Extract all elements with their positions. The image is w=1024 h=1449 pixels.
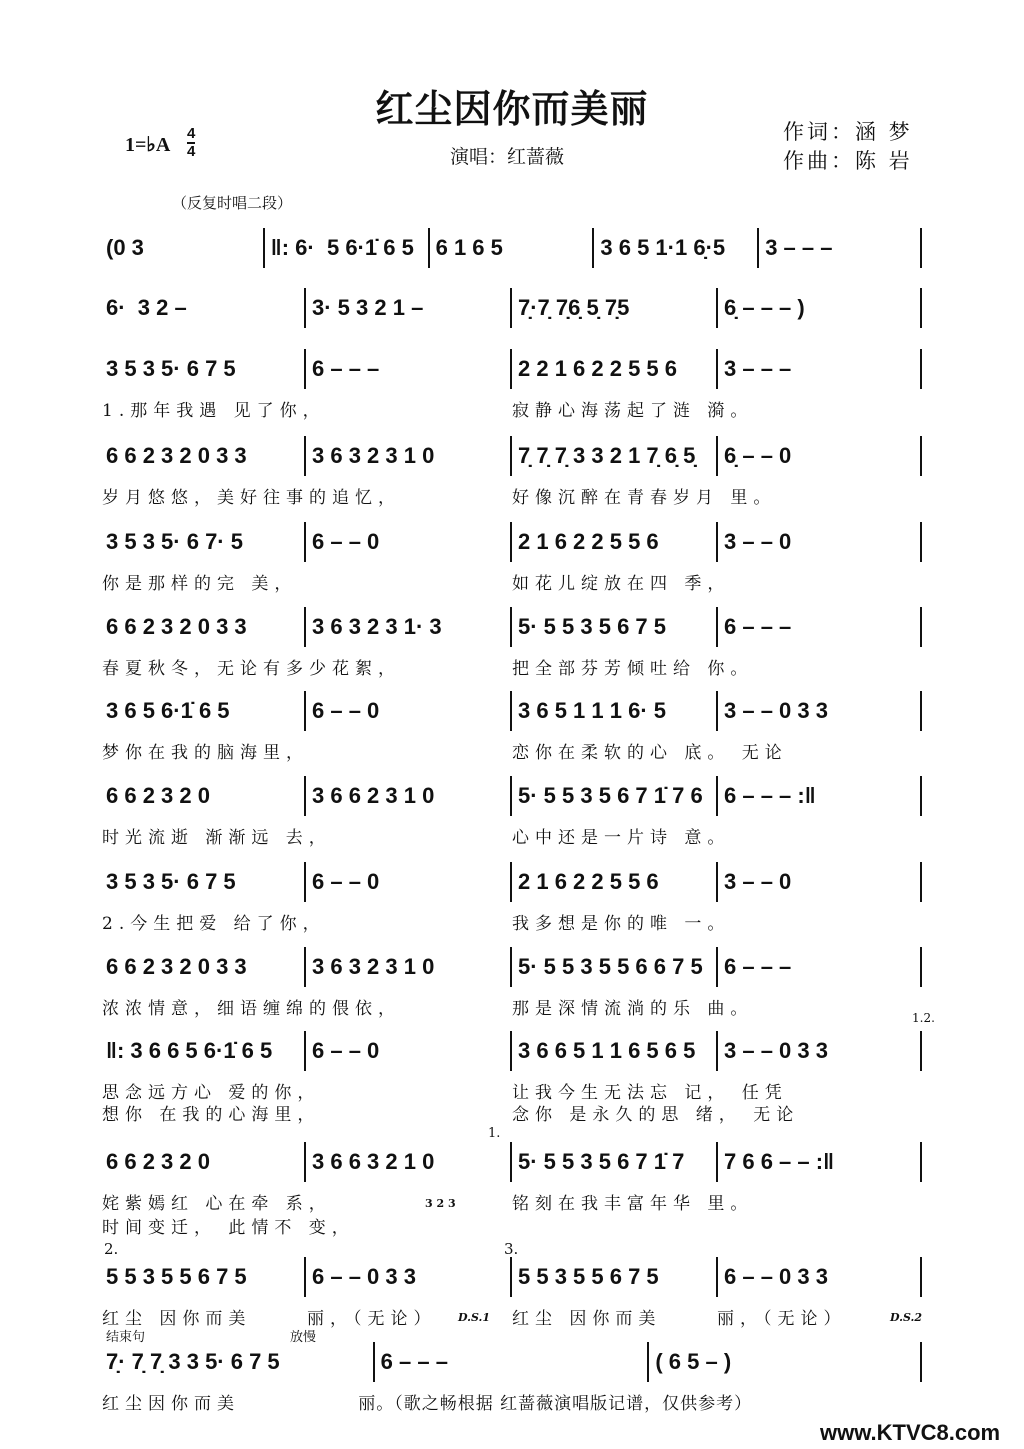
measure: 5· 5 5 3 5 5 6 6 7 5 — [510, 947, 716, 987]
measure: 6 – – 0 — [304, 691, 510, 731]
measure: 3 – – 0 — [716, 522, 922, 562]
grace-notes: 3 2 3 — [425, 1197, 456, 1210]
measure: 6̣ – – – ) — [716, 288, 922, 328]
staff-row — [100, 1142, 922, 1182]
lyric-segment: 念你 是永久的思 绪， 无论 — [512, 1105, 800, 1125]
measure: 7̣·7̣ 7̣6̣ 5̣ 7̣5 — [510, 288, 716, 328]
barline — [920, 776, 922, 816]
measure: 5 5 3 5 5 6 7 5 — [106, 1264, 247, 1289]
measure: 2 1 6 2 2 5 5 6 — [510, 862, 716, 902]
watermark — [820, 1420, 1000, 1446]
lyric-segment: 把全部芬芳倾吐给 你。 — [512, 659, 754, 679]
barline — [920, 349, 922, 389]
ending-1-mark: 1. — [488, 1126, 501, 1141]
measure: ( 6 5 – ) — [647, 1342, 922, 1382]
key-signature: 1=♭A — [125, 134, 171, 156]
measure: ‖: 6· 5 6·1̇ 6 5 — [263, 228, 428, 268]
measure: 3 5 3 5· 6 7· 5 — [106, 529, 243, 554]
lyric-segment: 1.那年我遇 见了你， — [102, 401, 326, 421]
lyric-segment: 好像沉醉在青春岁月 里。 — [512, 488, 777, 508]
lyric-segment: 丽，（无论） — [307, 1309, 437, 1329]
lyric-segment: 红尘因你而美 — [102, 1394, 240, 1414]
measure: (0 3 — [106, 235, 144, 260]
lyric-segment: 心中还是一片诗 意。 — [512, 828, 731, 848]
measure: 6 – – – — [373, 1342, 648, 1382]
lyric-segment: 如花儿绽放在四 季， — [512, 574, 731, 594]
measure: 6 – – 0 3 3 — [304, 1257, 510, 1297]
measure: 3 – – 0 3 3 — [716, 691, 922, 731]
lyric-line — [102, 914, 922, 934]
lyric-segment: 想你 在我的心海里， — [102, 1105, 321, 1125]
barline — [920, 436, 922, 476]
lyric-segment: 春夏秋冬，无论有多少花絮， — [102, 659, 401, 679]
lyric-line — [102, 743, 922, 763]
measure: 6 6 2 3 2 0 — [106, 1149, 210, 1174]
measure: 6 – – – — [304, 349, 510, 389]
ending-2-mark: 2. — [104, 1240, 119, 1258]
measure: 6 6 2 3 2 0 3 3 — [106, 954, 247, 979]
measure: 3 – – 0 3 3 — [716, 1031, 922, 1071]
lyric-segment: 寂静心海荡起了涟 漪。 — [512, 401, 754, 421]
lyric-segment — [512, 1218, 922, 1238]
lyric-segment: 丽，（无论） — [717, 1309, 847, 1329]
lyric-segment: 2.今生把爱 给了你， — [102, 914, 326, 934]
lyric-line — [102, 1309, 922, 1329]
lyric-line — [102, 999, 922, 1019]
measure: 6 6 2 3 2 0 3 3 — [106, 443, 247, 468]
measure: 2 1 6 2 2 5 5 6 — [510, 522, 716, 562]
measure: 6 – – 0 — [304, 522, 510, 562]
measure: 5· 5 5 3 5 6 7 1̇ 7 6 — [510, 776, 716, 816]
lyric-segment: 姹紫嫣红 心在牵 系， — [102, 1194, 332, 1214]
ds2-mark: D.S.2 — [890, 1311, 923, 1324]
measure: 3 6 5 1·1 6̣·5 — [592, 228, 757, 268]
measure: 3 5 3 5· 6 7 5 — [106, 869, 236, 894]
lyric-line — [102, 1218, 922, 1238]
staff-row — [100, 1342, 922, 1382]
lyric-segment: 浓浓情意，细语缠绵的偎依， — [102, 999, 401, 1019]
barline — [920, 522, 922, 562]
ending-1-2-mark: 1.2. — [912, 1011, 935, 1025]
watermark-text: www.KTVC8.com — [820, 1420, 1001, 1445]
lyric-line — [102, 1083, 922, 1103]
measure: 6 6 2 3 2 0 3 3 — [106, 614, 247, 639]
measure: ‖: 3 6 6 5 6·1̇ 6 5 — [106, 1038, 273, 1063]
measure: 5 5 3 5 5 6 7 5 — [510, 1257, 716, 1297]
lyric-segment: 红尘 因你而美 — [512, 1309, 662, 1329]
lyricist: 作词：涵 梦 — [783, 120, 913, 144]
lyric-line — [102, 574, 922, 594]
measure: 3· 5 3 2 1 – — [304, 288, 510, 328]
repeat-note: （反复时唱二段） — [172, 194, 293, 212]
barline — [920, 947, 922, 987]
time-top: 4 — [187, 125, 196, 142]
lyric-line — [102, 1394, 922, 1414]
staff-row — [100, 1031, 922, 1071]
barline — [920, 862, 922, 902]
measure: 3 6 3 2 3 1 0 — [304, 947, 510, 987]
lyric-segment: 恋你在柔软的心 底。 无论 — [512, 743, 788, 763]
staff-row — [100, 436, 922, 476]
lyric-line — [102, 659, 922, 679]
measure: 3 6 3 2 3 1· 3 — [304, 607, 510, 647]
lyric-segment: 时间变迁， 此情不 变， — [102, 1218, 355, 1238]
measure: 7 6 6 – – :‖ — [716, 1142, 922, 1182]
measure: 3 6 5 6·1̇ 6 5 — [106, 698, 230, 723]
time-signature — [187, 126, 195, 160]
measure: 6 – – 0 3 3 — [716, 1257, 922, 1297]
lyric-segment: 梦你在我的脑海里， — [102, 743, 309, 763]
staff-row — [100, 522, 922, 562]
lyric-line — [102, 1194, 922, 1214]
measure: 6 – – – — [716, 947, 922, 987]
barline — [920, 288, 922, 328]
staff-row — [100, 776, 922, 816]
measure: 6 1 6 5 — [428, 228, 593, 268]
measure: 3 5 3 5· 6 7 5 — [106, 356, 236, 381]
staff-row — [100, 349, 922, 389]
measure: 3 – – – — [716, 349, 922, 389]
lyric-line — [102, 488, 922, 508]
singer: 演唱：红蔷薇 — [450, 146, 565, 168]
measure: 7̣· 7̣ 7̣ 3 3 5· 6 7 5 — [106, 1349, 280, 1374]
ds1-mark: D.S.1 — [458, 1311, 491, 1324]
measure: 3 6 3 2 3 1 0 — [304, 436, 510, 476]
credits — [783, 118, 913, 176]
measure: 3 6 6 5 1 1 6 5 6 5 — [510, 1031, 716, 1071]
measure: 5· 5 5 3 5 6 7 1̇ 7 — [510, 1142, 716, 1182]
measure: 7̣ 7̣ 7̣ 3 3 2 1 7̣ 6̣ 5̣ — [510, 436, 716, 476]
coda-label: 结束句 — [106, 1330, 146, 1345]
staff-row — [100, 607, 922, 647]
barline — [920, 1031, 922, 1071]
measure: 6 – – – :‖ — [716, 776, 922, 816]
barline — [920, 1257, 922, 1297]
staff-row — [100, 228, 922, 268]
lyric-segment: 思念远方心 爱的你， — [102, 1083, 321, 1103]
staff-row — [100, 288, 922, 328]
lyric-segment: 岁月悠悠，美好往事的追忆， — [102, 488, 401, 508]
measure: 3 6 6 2 3 1 0 — [304, 776, 510, 816]
lyric-line — [102, 828, 922, 848]
barline — [920, 1342, 922, 1382]
lyric-segment: 那是深情流淌的乐 曲。 — [512, 999, 754, 1019]
lyric-segment: 红尘 因你而美 — [102, 1309, 252, 1329]
lyric-segment: 让我今生无法忘 记， 任凭 — [512, 1083, 788, 1103]
measure: 6 – – 0 — [304, 862, 510, 902]
lyric-line — [102, 401, 922, 421]
measure: 5· 5 5 3 5 6 7 5 — [510, 607, 716, 647]
slow-down-mark: 放慢 — [290, 1330, 317, 1345]
measure: 6 – – – — [716, 607, 922, 647]
measure: 6̣ – – 0 — [716, 436, 922, 476]
ending-3-mark: 3. — [504, 1240, 519, 1258]
barline — [920, 607, 922, 647]
measure: 2 2 1 6 2 2 5 5 6 — [510, 349, 716, 389]
lyric-line — [102, 1105, 922, 1125]
staff-row — [100, 1257, 922, 1297]
lyric-segment: 丽。（歌之畅根据 红蔷薇演唱版记谱，仅供参考） — [358, 1394, 753, 1414]
composer: 作曲：陈 岩 — [783, 149, 913, 173]
measure: 3 – – – — [757, 228, 922, 268]
staff-row — [100, 947, 922, 987]
measure: 6· 3 2 – — [106, 295, 187, 320]
measure: 6 – – 0 — [304, 1031, 510, 1071]
measure: 6 6 2 3 2 0 — [106, 783, 210, 808]
barline — [920, 691, 922, 731]
lyric-segment: 时光流逝 渐渐远 去， — [102, 828, 332, 848]
lyric-segment: 你是那样的完 美， — [102, 574, 298, 594]
barline — [920, 228, 922, 268]
staff-row — [100, 862, 922, 902]
staff-row — [100, 691, 922, 731]
measure: 3 6 6 3 2 1 0 — [304, 1142, 510, 1182]
measure: 3 – – 0 — [716, 862, 922, 902]
barline — [920, 1142, 922, 1182]
time-bottom: 4 — [187, 143, 196, 160]
lyric-segment: 铭刻在我丰富年华 里。 — [512, 1194, 754, 1214]
lyric-segment: 我多想是你的唯 一。 — [512, 914, 731, 934]
song-title: 红尘因你而美丽 — [375, 86, 649, 131]
measure: 3 6 5 1 1 1 6· 5 — [510, 691, 716, 731]
